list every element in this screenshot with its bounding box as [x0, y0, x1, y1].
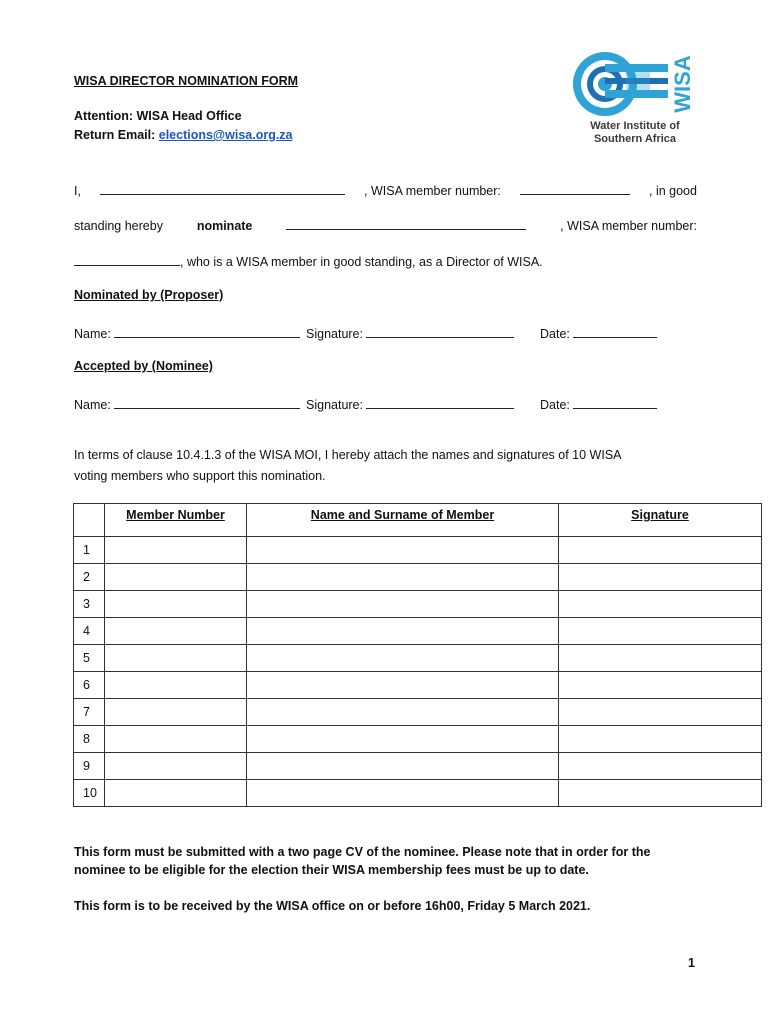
member-number-cell[interactable] — [105, 726, 247, 753]
nominee-name-field[interactable] — [286, 216, 526, 230]
statement-in-good-label: , in good — [649, 184, 697, 198]
member-name-cell[interactable] — [247, 618, 559, 645]
row-number: 8 — [74, 726, 105, 753]
member-number-cell[interactable] — [105, 699, 247, 726]
nominee-member-number-field[interactable] — [74, 252, 180, 266]
notice-line-1: This form must be submitted with a two page CV of the nominee. Please note that in order for the — [74, 845, 651, 859]
form-title: WISA DIRECTOR NOMINATION FORM — [74, 74, 299, 88]
statement-nominate-label: nominate — [196, 219, 253, 233]
statement-line3-text: , who is a WISA member in good standing, as a Director of WISA. — [180, 255, 543, 269]
table-row — [74, 591, 762, 618]
member-signature-cell[interactable] — [559, 564, 762, 591]
proposer-signature-row — [306, 324, 514, 341]
header-signature: Signature — [559, 504, 762, 537]
proposer-signature-field[interactable] — [366, 324, 514, 338]
member-name-cell[interactable] — [247, 672, 559, 699]
member-name-cell[interactable] — [247, 564, 559, 591]
nominee-signature-row — [306, 395, 514, 412]
row-number: 6 — [74, 672, 105, 699]
proposer-date-row — [540, 324, 657, 341]
statement-member-number-label-2: , WISA member number: — [560, 219, 697, 233]
logo-caption-line2: Southern Africa — [593, 133, 677, 145]
member-number-cell[interactable] — [105, 618, 247, 645]
nominee-heading: Accepted by (Nominee) — [74, 359, 213, 373]
row-number: 2 — [74, 564, 105, 591]
statement-line-2 — [74, 216, 697, 233]
nominee-name-row — [74, 395, 300, 412]
statement-i-label: I, — [74, 184, 81, 198]
return-email-line — [74, 128, 293, 142]
deadline-notice: This form is to be received by the WISA office on or before 16h00, Friday 5 March 2021. — [74, 899, 591, 913]
member-signature-cell[interactable] — [559, 726, 762, 753]
header-number — [74, 504, 105, 537]
proposer-name-label: Name: — [74, 327, 111, 341]
return-email-label: Return Email: — [74, 128, 156, 142]
table-row — [74, 672, 762, 699]
member-number-cell[interactable] — [105, 780, 247, 807]
row-number: 5 — [74, 645, 105, 672]
member-signature-cell[interactable] — [559, 672, 762, 699]
logo-caption-line1: Water Institute of — [590, 120, 680, 132]
nominator-member-number-field[interactable] — [520, 181, 630, 195]
nominee-name-label: Name: — [74, 398, 111, 412]
attention-line: Attention: WISA Head Office — [74, 109, 242, 123]
table-row — [74, 699, 762, 726]
table-row — [74, 726, 762, 753]
proposer-date-field[interactable] — [573, 324, 657, 338]
member-signature-cell[interactable] — [559, 645, 762, 672]
member-name-cell[interactable] — [247, 753, 559, 780]
wisa-wordmark: WISA — [670, 55, 695, 113]
nominator-name-field[interactable] — [100, 181, 345, 195]
member-number-cell[interactable] — [105, 645, 247, 672]
row-number: 4 — [74, 618, 105, 645]
member-name-cell[interactable] — [247, 726, 559, 753]
notice-line-2: nominee to be eligible for the election their WISA membership fees must be up to date. — [74, 863, 589, 877]
table-row — [74, 780, 762, 807]
row-number: 3 — [74, 591, 105, 618]
table-row — [74, 618, 762, 645]
proposer-signature-label: Signature: — [306, 327, 363, 341]
wisa-logo-icon — [568, 50, 698, 120]
member-name-cell[interactable] — [247, 591, 559, 618]
member-name-cell[interactable] — [247, 699, 559, 726]
member-name-cell[interactable] — [247, 780, 559, 807]
member-signature-cell[interactable] — [559, 753, 762, 780]
row-number: 1 — [74, 537, 105, 564]
member-number-cell[interactable] — [105, 537, 247, 564]
member-name-cell[interactable] — [247, 537, 559, 564]
proposer-heading: Nominated by (Proposer) — [74, 288, 224, 302]
clause-text-line-1: In terms of clause 10.4.1.3 of the WISA MOI, I hereby attach the names and signatures of 10 WISA — [74, 448, 622, 462]
proposer-name-row — [74, 324, 300, 341]
statement-standing-label: standing hereby — [74, 219, 163, 233]
proposer-name-field[interactable] — [114, 324, 300, 338]
nominee-accept-name-field[interactable] — [114, 395, 300, 409]
member-signature-cell[interactable] — [559, 699, 762, 726]
table-row — [74, 645, 762, 672]
nominee-date-field[interactable] — [573, 395, 657, 409]
table-row — [74, 753, 762, 780]
statement-line-3 — [74, 252, 543, 269]
page-number: 1 — [688, 956, 695, 970]
statement-member-number-label: , WISA member number: — [364, 184, 501, 198]
member-signature-cell[interactable] — [559, 591, 762, 618]
member-number-cell[interactable] — [105, 564, 247, 591]
table-row — [74, 564, 762, 591]
nominee-date-row — [540, 395, 657, 412]
row-number: 10 — [74, 780, 105, 807]
supporting-members-table — [73, 503, 762, 807]
nominee-signature-field[interactable] — [366, 395, 514, 409]
member-number-cell[interactable] — [105, 753, 247, 780]
table-header-row — [74, 504, 762, 537]
nominee-signature-label: Signature: — [306, 398, 363, 412]
header-name-surname: Name and Surname of Member — [247, 504, 559, 537]
member-signature-cell[interactable] — [559, 780, 762, 807]
nominee-date-label: Date: — [540, 398, 570, 412]
clause-text-line-2: voting members who support this nomination. — [74, 469, 326, 483]
row-number: 9 — [74, 753, 105, 780]
member-name-cell[interactable] — [247, 645, 559, 672]
logo-caption — [575, 120, 695, 146]
member-number-cell[interactable] — [105, 672, 247, 699]
statement-line-1 — [74, 181, 697, 198]
member-number-cell[interactable] — [105, 591, 247, 618]
member-signature-cell[interactable] — [559, 618, 762, 645]
header-member-number: Member Number — [105, 504, 247, 537]
table-row — [74, 537, 762, 564]
proposer-date-label: Date: — [540, 327, 570, 341]
row-number: 7 — [74, 699, 105, 726]
email-link[interactable]: elections@wisa.org.za — [158, 128, 293, 142]
member-signature-cell[interactable] — [559, 537, 762, 564]
